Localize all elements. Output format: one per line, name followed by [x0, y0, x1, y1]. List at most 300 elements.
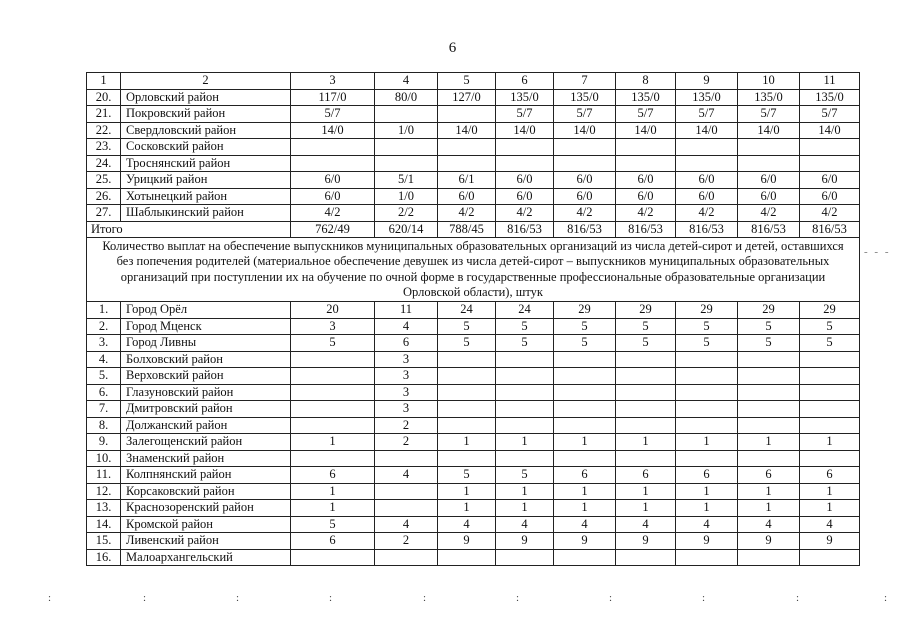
table-row [87, 335, 860, 352]
value-cell [800, 368, 860, 385]
value-cell: 6/0 [800, 188, 860, 205]
row-number: 23. [87, 139, 121, 156]
value-cell: 4 [375, 318, 438, 335]
district-name: Шаблыкинский район [121, 205, 291, 222]
value-cell: 5 [554, 318, 616, 335]
value-cell: 1 [438, 434, 496, 451]
row-number: 9. [87, 434, 121, 451]
value-cell [496, 155, 554, 172]
value-cell [676, 450, 738, 467]
value-cell: 29 [738, 302, 800, 319]
table-row [87, 500, 860, 517]
value-cell: 5 [438, 318, 496, 335]
total-value: 816/53 [800, 221, 860, 238]
value-cell: 5 [496, 467, 554, 484]
district-name: Орловский район [121, 89, 291, 106]
value-cell: 6/0 [496, 172, 554, 189]
value-cell [616, 139, 676, 156]
value-cell: 3 [375, 401, 438, 418]
value-cell [554, 368, 616, 385]
value-cell: 5 [496, 335, 554, 352]
table-row [87, 155, 860, 172]
value-cell: 6 [676, 467, 738, 484]
district-name: Верховский район [121, 368, 291, 385]
value-cell [738, 155, 800, 172]
value-cell [554, 139, 616, 156]
value-cell: 4/2 [738, 205, 800, 222]
value-cell: 2 [375, 417, 438, 434]
table-row [87, 384, 860, 401]
value-cell: 80/0 [375, 89, 438, 106]
value-cell: 3 [291, 318, 375, 335]
row-number: 25. [87, 172, 121, 189]
section-title: Количество выплат на обеспечение выпускников муниципальных образовательных организаций из числа детей-сирот и детей, оставшихся без попечения родителей (материальное обеспечение девушек из числа детей-сирот – выпускников муниципальных образовательных организаций при поступлении их на обучение по очной форме в государственные профессиональные образовательные организации Орловской области), штук [87, 238, 860, 302]
value-cell [438, 351, 496, 368]
value-cell: 1 [738, 500, 800, 517]
district-name: Краснозоренский район [121, 500, 291, 517]
value-cell: 5 [496, 318, 554, 335]
district-name: Знаменский район [121, 450, 291, 467]
value-cell [291, 450, 375, 467]
column-number: 7 [554, 73, 616, 90]
value-cell: 127/0 [438, 89, 496, 106]
row-number: 22. [87, 122, 121, 139]
value-cell: 5 [291, 335, 375, 352]
value-cell [291, 401, 375, 418]
value-cell: 4/2 [616, 205, 676, 222]
value-cell: 14/0 [496, 122, 554, 139]
value-cell: 5 [616, 335, 676, 352]
value-cell [496, 384, 554, 401]
table-row [87, 89, 860, 106]
value-cell [676, 384, 738, 401]
district-name: Кромской район [121, 516, 291, 533]
value-cell: 5/7 [496, 106, 554, 123]
value-cell: 6 [616, 467, 676, 484]
table-row [87, 434, 860, 451]
district-name: Покровский район [121, 106, 291, 123]
value-cell: 6 [738, 467, 800, 484]
value-cell [800, 549, 860, 566]
value-cell: 5/7 [616, 106, 676, 123]
table-row [87, 401, 860, 418]
value-cell [616, 368, 676, 385]
value-cell: 1 [800, 434, 860, 451]
value-cell: 6/0 [554, 188, 616, 205]
column-number: 1 [87, 73, 121, 90]
row-number: 2. [87, 318, 121, 335]
value-cell: 1 [616, 483, 676, 500]
value-cell: 5 [616, 318, 676, 335]
value-cell: 1 [616, 434, 676, 451]
total-value: 620/14 [375, 221, 438, 238]
value-cell: 29 [676, 302, 738, 319]
table-row [87, 533, 860, 550]
total-value: 816/53 [496, 221, 554, 238]
value-cell: 1 [496, 434, 554, 451]
value-cell [291, 155, 375, 172]
table-row [87, 516, 860, 533]
value-cell: 2 [375, 533, 438, 550]
value-cell: 24 [438, 302, 496, 319]
value-cell [738, 417, 800, 434]
value-cell [496, 351, 554, 368]
value-cell [738, 549, 800, 566]
value-cell [676, 401, 738, 418]
value-cell [375, 450, 438, 467]
value-cell [676, 351, 738, 368]
table-row [87, 302, 860, 319]
value-cell: 4 [616, 516, 676, 533]
value-cell: 5 [738, 318, 800, 335]
total-value: 816/53 [738, 221, 800, 238]
value-cell: 4 [375, 467, 438, 484]
value-cell: 135/0 [676, 89, 738, 106]
row-number: 12. [87, 483, 121, 500]
value-cell: 14/0 [800, 122, 860, 139]
value-cell: 1 [554, 500, 616, 517]
value-cell [800, 417, 860, 434]
value-cell: 6/0 [738, 188, 800, 205]
value-cell [676, 549, 738, 566]
value-cell: 9 [616, 533, 676, 550]
value-cell: 1 [438, 500, 496, 517]
row-number: 11. [87, 467, 121, 484]
total-row [87, 221, 860, 238]
value-cell: 6/0 [291, 172, 375, 189]
table-row [87, 417, 860, 434]
value-cell [800, 401, 860, 418]
district-name: Малоархангельский [121, 549, 291, 566]
value-cell: 2 [375, 434, 438, 451]
value-cell [438, 450, 496, 467]
value-cell: 1 [738, 483, 800, 500]
value-cell: 5 [438, 335, 496, 352]
value-cell: 29 [616, 302, 676, 319]
margin-mark: - - - [864, 246, 891, 258]
row-number: 13. [87, 500, 121, 517]
value-cell [496, 401, 554, 418]
value-cell: 14/0 [676, 122, 738, 139]
row-number: 1. [87, 302, 121, 319]
value-cell: 4 [676, 516, 738, 533]
value-cell [375, 106, 438, 123]
table-row [87, 318, 860, 335]
header-row [87, 73, 860, 90]
table-row [87, 467, 860, 484]
value-cell: 29 [554, 302, 616, 319]
value-cell [291, 384, 375, 401]
district-name: Свердловский район [121, 122, 291, 139]
value-cell [554, 384, 616, 401]
row-number: 26. [87, 188, 121, 205]
value-cell: 1/0 [375, 188, 438, 205]
value-cell [800, 139, 860, 156]
row-number: 20. [87, 89, 121, 106]
value-cell [496, 549, 554, 566]
table-row [87, 139, 860, 156]
column-number: 11 [800, 73, 860, 90]
value-cell: 5/7 [800, 106, 860, 123]
value-cell: 4/2 [554, 205, 616, 222]
value-cell: 6/0 [291, 188, 375, 205]
value-cell [375, 139, 438, 156]
value-cell [800, 351, 860, 368]
value-cell: 6 [800, 467, 860, 484]
total-value: 816/53 [616, 221, 676, 238]
value-cell: 14/0 [554, 122, 616, 139]
value-cell: 14/0 [291, 122, 375, 139]
value-cell: 3 [375, 368, 438, 385]
value-cell [616, 155, 676, 172]
value-cell: 1 [496, 500, 554, 517]
value-cell [676, 417, 738, 434]
value-cell: 4 [554, 516, 616, 533]
column-number: 3 [291, 73, 375, 90]
value-cell: 1 [676, 500, 738, 517]
value-cell [438, 368, 496, 385]
value-cell: 6/0 [738, 172, 800, 189]
value-cell: 6 [375, 335, 438, 352]
value-cell: 3 [375, 351, 438, 368]
bottom-dot-marks: : : : : : : : : : : [48, 592, 888, 604]
value-cell [738, 368, 800, 385]
value-cell: 1 [554, 434, 616, 451]
value-cell: 5/7 [291, 106, 375, 123]
table-row [87, 483, 860, 500]
total-label: Итого [87, 221, 291, 238]
value-cell: 29 [800, 302, 860, 319]
value-cell: 11 [375, 302, 438, 319]
row-number: 3. [87, 335, 121, 352]
value-cell: 5 [738, 335, 800, 352]
total-value: 788/45 [438, 221, 496, 238]
value-cell [800, 155, 860, 172]
value-cell [554, 155, 616, 172]
value-cell: 9 [554, 533, 616, 550]
value-cell: 14/0 [616, 122, 676, 139]
district-name: Сосковский район [121, 139, 291, 156]
value-cell [438, 155, 496, 172]
value-cell: 6/0 [554, 172, 616, 189]
value-cell [554, 549, 616, 566]
district-name: Корсаковский район [121, 483, 291, 500]
value-cell: 3 [375, 384, 438, 401]
value-cell [554, 450, 616, 467]
value-cell: 6 [291, 467, 375, 484]
district-name: Город Ливны [121, 335, 291, 352]
section-title-row [87, 238, 860, 302]
value-cell [616, 549, 676, 566]
value-cell: 1 [800, 483, 860, 500]
table-row [87, 205, 860, 222]
district-name: Должанский район [121, 417, 291, 434]
value-cell: 4/2 [291, 205, 375, 222]
value-cell [738, 401, 800, 418]
value-cell: 1 [291, 434, 375, 451]
district-name: Город Орёл [121, 302, 291, 319]
row-number: 15. [87, 533, 121, 550]
value-cell [738, 139, 800, 156]
value-cell: 6/0 [616, 188, 676, 205]
value-cell: 9 [738, 533, 800, 550]
value-cell: 2/2 [375, 205, 438, 222]
value-cell [375, 483, 438, 500]
value-cell [616, 351, 676, 368]
table-row [87, 450, 860, 467]
table-row [87, 351, 860, 368]
district-name: Хотынецкий район [121, 188, 291, 205]
value-cell: 5 [800, 318, 860, 335]
value-cell [291, 549, 375, 566]
value-cell: 1 [738, 434, 800, 451]
value-cell [554, 401, 616, 418]
row-number: 6. [87, 384, 121, 401]
value-cell: 1 [616, 500, 676, 517]
value-cell: 5 [554, 335, 616, 352]
total-value: 762/49 [291, 221, 375, 238]
value-cell: 4 [375, 516, 438, 533]
value-cell [438, 139, 496, 156]
value-cell [438, 106, 496, 123]
value-cell: 1 [291, 500, 375, 517]
value-cell [438, 384, 496, 401]
value-cell [438, 549, 496, 566]
value-cell: 6/0 [676, 188, 738, 205]
value-cell: 1 [554, 483, 616, 500]
row-number: 10. [87, 450, 121, 467]
value-cell: 5 [676, 318, 738, 335]
column-number: 8 [616, 73, 676, 90]
value-cell [554, 351, 616, 368]
value-cell: 5/7 [676, 106, 738, 123]
value-cell [616, 401, 676, 418]
total-value: 816/53 [554, 221, 616, 238]
value-cell: 4/2 [800, 205, 860, 222]
column-number: 5 [438, 73, 496, 90]
value-cell [375, 500, 438, 517]
value-cell [291, 351, 375, 368]
value-cell: 1 [291, 483, 375, 500]
value-cell: 1 [800, 500, 860, 517]
value-cell: 4 [496, 516, 554, 533]
column-number: 6 [496, 73, 554, 90]
value-cell: 5/1 [375, 172, 438, 189]
district-name: Ливенский район [121, 533, 291, 550]
column-number: 10 [738, 73, 800, 90]
row-number: 21. [87, 106, 121, 123]
total-value: 816/53 [676, 221, 738, 238]
value-cell: 135/0 [496, 89, 554, 106]
row-number: 24. [87, 155, 121, 172]
value-cell: 14/0 [738, 122, 800, 139]
district-name: Урицкий район [121, 172, 291, 189]
value-cell [738, 351, 800, 368]
value-cell: 6/0 [800, 172, 860, 189]
row-number: 4. [87, 351, 121, 368]
district-name: Глазуновский район [121, 384, 291, 401]
value-cell [291, 368, 375, 385]
value-cell: 6/0 [496, 188, 554, 205]
value-cell [496, 450, 554, 467]
table-body [87, 73, 860, 566]
value-cell: 135/0 [554, 89, 616, 106]
page-number: 6 [448, 40, 457, 56]
value-cell [676, 139, 738, 156]
value-cell: 9 [676, 533, 738, 550]
value-cell: 6/0 [616, 172, 676, 189]
district-name: Залегощенский район [121, 434, 291, 451]
value-cell: 9 [800, 533, 860, 550]
value-cell [438, 401, 496, 418]
payments-table [86, 72, 860, 566]
table-row [87, 172, 860, 189]
table-row [87, 122, 860, 139]
row-number: 14. [87, 516, 121, 533]
district-name: Колпнянский район [121, 467, 291, 484]
column-number: 9 [676, 73, 738, 90]
value-cell [676, 155, 738, 172]
value-cell: 9 [496, 533, 554, 550]
value-cell: 135/0 [800, 89, 860, 106]
value-cell: 1 [676, 483, 738, 500]
value-cell: 4/2 [496, 205, 554, 222]
row-number: 5. [87, 368, 121, 385]
table-row [87, 188, 860, 205]
value-cell [800, 384, 860, 401]
value-cell [554, 417, 616, 434]
table-row [87, 368, 860, 385]
district-name: Город Мценск [121, 318, 291, 335]
value-cell: 5 [291, 516, 375, 533]
value-cell: 117/0 [291, 89, 375, 106]
value-cell: 6/0 [438, 188, 496, 205]
value-cell: 6/1 [438, 172, 496, 189]
value-cell: 6/0 [676, 172, 738, 189]
value-cell [291, 139, 375, 156]
district-name: Болховский район [121, 351, 291, 368]
value-cell: 135/0 [616, 89, 676, 106]
value-cell [496, 417, 554, 434]
value-cell: 5 [676, 335, 738, 352]
value-cell: 5/7 [738, 106, 800, 123]
value-cell [738, 450, 800, 467]
value-cell: 5/7 [554, 106, 616, 123]
value-cell: 4/2 [438, 205, 496, 222]
value-cell: 4/2 [676, 205, 738, 222]
district-name: Троснянский район [121, 155, 291, 172]
value-cell [496, 139, 554, 156]
value-cell: 24 [496, 302, 554, 319]
table-row [87, 549, 860, 566]
row-number: 8. [87, 417, 121, 434]
value-cell: 1/0 [375, 122, 438, 139]
value-cell [738, 384, 800, 401]
value-cell: 9 [438, 533, 496, 550]
value-cell: 4 [738, 516, 800, 533]
value-cell [375, 549, 438, 566]
value-cell: 1 [438, 483, 496, 500]
row-number: 16. [87, 549, 121, 566]
value-cell: 4 [438, 516, 496, 533]
value-cell [616, 450, 676, 467]
value-cell [616, 417, 676, 434]
value-cell [438, 417, 496, 434]
value-cell [676, 368, 738, 385]
value-cell: 1 [676, 434, 738, 451]
value-cell [375, 155, 438, 172]
value-cell: 20 [291, 302, 375, 319]
